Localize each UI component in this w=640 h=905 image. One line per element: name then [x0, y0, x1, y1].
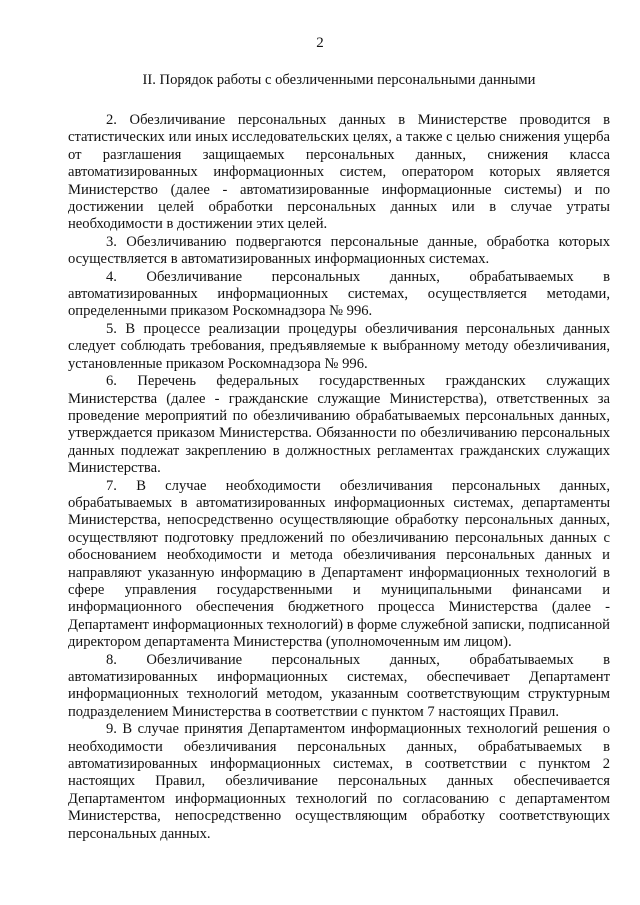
paragraph-9: 9. В случае принятия Департаментом информационных технологий решения о необходимости обезличивания персональных данных, обрабатываемых в автоматизированных информационных системах, в соответствии с пунктом 2 настоящих Правил, обезличивание персональных данных обеспечивается Департаментом информационных технологий по согласованию с департаментом Министерства, непосредственно осуществляющим обработку соответствующих персональных данных. — [68, 721, 610, 842]
paragraph-7: 7. В случае необходимости обезличивания персональных данных, обрабатываемых в автоматизированных информационных системах, департаменты Министерства, непосредственно осуществляющие обработку персональных данных, осуществляют подготовку предложений по обезличиванию персональных данных с обоснованием необходимости и метода обезличивания персональных данных и направляют указанную информацию в Департамент информационных технологий в сфере управления государственными и муниципальными финансами и информационного обеспечения бюджетного процесса Министерства (далее - Департамент информационных технологий) в форме служебной записки, подписанной директором департамента Министерства (уполномоченным им лицом). — [68, 477, 610, 651]
paragraph-2: 2. Обезличивание персональных данных в Министерстве проводится в статистических или иных исследовательских целях, а также с целью снижения ущерба от разглашения защищаемых персональных данных, снижения класса автоматизированных информационных систем, оператором которых является Министерство (далее - автоматизированные информационные системы) и по достижении целей обработки персональных данных или в случае утраты необходимости в достижении этих целей. — [68, 112, 610, 233]
paragraph-6: 6. Перечень федеральных государственных гражданских служащих Министерства (далее - гражданские служащие Министерства), ответственных за проведение мероприятий по обезличиванию обрабатываемых персональных данных, утверждается приказом Министерства. Обязанности по обезличиванию персональных данных подлежат закреплению в должностных регламентах гражданских служащих Министерства. — [68, 373, 610, 477]
page-number: 2 — [316, 35, 324, 51]
document-body — [68, 112, 610, 843]
section-title: II. Порядок работы с обезличенными персональными данными — [142, 72, 536, 88]
paragraph-8: 8. Обезличивание персональных данных, обрабатываемых в автоматизированных информационных системах, обеспечивает Департамент информационных технологий методом, указанным соответствующим структурным подразделением Министерства в соответствии с пунктом 7 настоящих Правил. — [68, 651, 610, 720]
paragraph-4: 4. Обезличивание персональных данных, обрабатываемых в автоматизированных информационных системах, осуществляется методами, определенными приказом Роскомнадзора № 996. — [68, 268, 610, 320]
paragraph-3: 3. Обезличиванию подвергаются персональные данные, обработка которых осуществляется в автоматизированных информационных системах. — [68, 233, 610, 268]
paragraph-5: 5. В процессе реализации процедуры обезличивания персональных данных следует соблюдать требования, предъявляемые к выбранному методу обезличивания, установленные приказом Роскомнадзора № 996. — [68, 320, 610, 372]
